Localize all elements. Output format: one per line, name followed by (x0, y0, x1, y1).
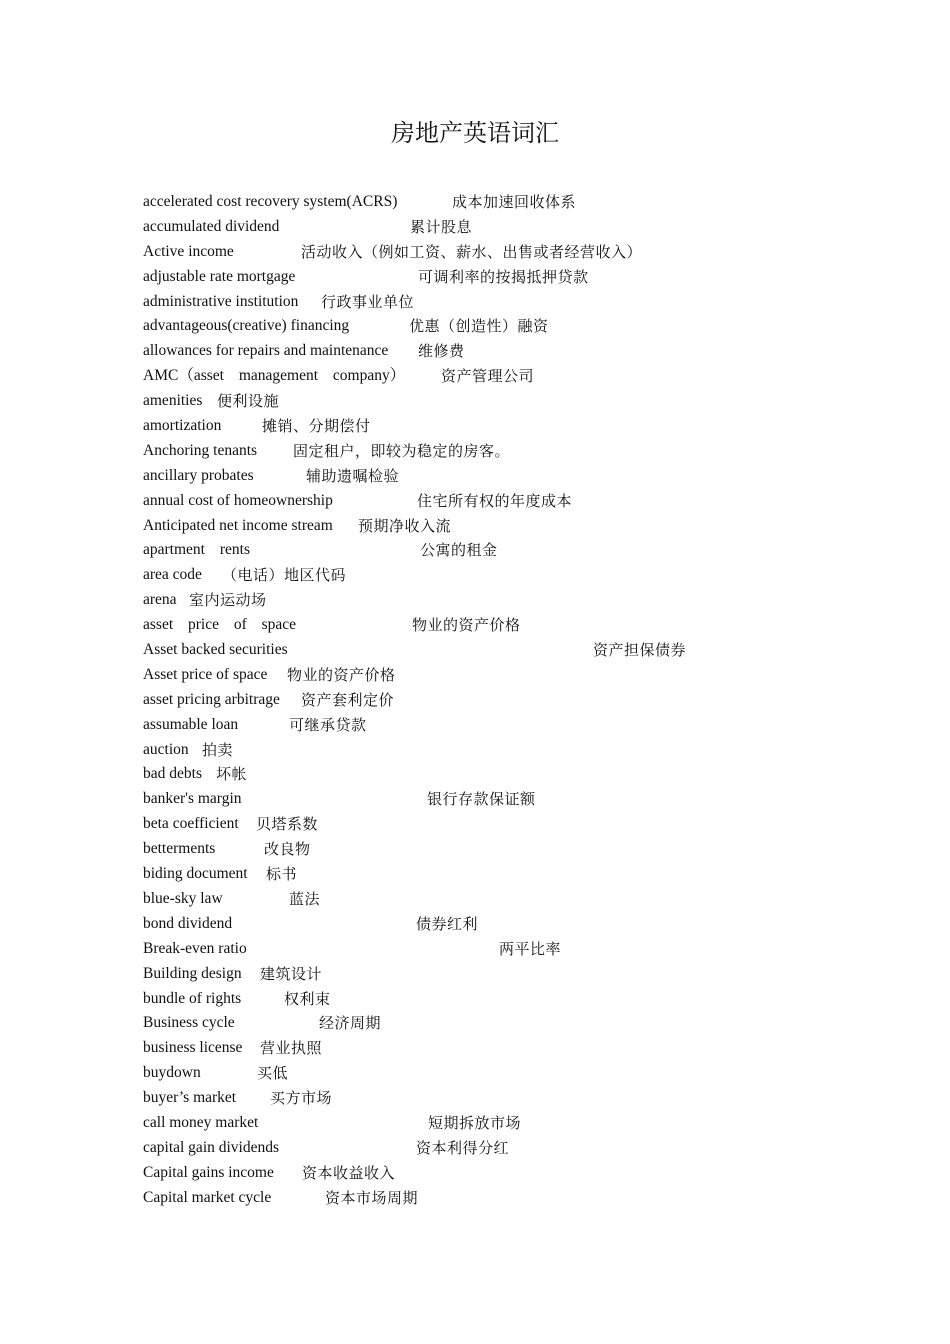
entry-term: bundle of rights (143, 989, 242, 1007)
glossary-entry (143, 1061, 863, 1086)
glossary-entry (143, 1036, 863, 1061)
entry-translation: 银行存款保证额 (427, 790, 536, 809)
glossary-entry (143, 215, 863, 240)
entry-term: blue-sky law (143, 889, 223, 907)
entry-term: amortization (143, 417, 222, 435)
glossary-entry (143, 563, 863, 588)
entry-translation: 资产担保债券 (593, 641, 687, 660)
glossary-entry (143, 713, 863, 738)
entry-term: Break-even ratio (143, 939, 247, 957)
entry-translation: 权利束 (284, 989, 331, 1008)
glossary-entry (143, 389, 863, 414)
entry-term: Anchoring tenants (143, 441, 258, 459)
entry-translation: 债券红利 (416, 914, 479, 933)
entry-term: bond dividend (143, 914, 233, 932)
entry-term: biding document (143, 865, 248, 883)
entry-term: betterments (143, 840, 216, 858)
entry-term: buydown (143, 1064, 201, 1082)
entry-translation: 物业的资产价格 (287, 665, 396, 684)
entry-translation: 资本利得分红 (416, 1138, 510, 1157)
glossary-entry (143, 414, 863, 439)
glossary-entry (143, 364, 863, 389)
glossary-entry (143, 190, 863, 215)
entry-translation: 买低 (257, 1064, 289, 1083)
glossary-entry (143, 837, 863, 862)
glossary-entry (143, 962, 863, 987)
entry-translation: 公寓的租金 (420, 541, 498, 560)
glossary-entry (143, 1111, 863, 1136)
glossary-entry (143, 489, 863, 514)
entry-translation: 优惠（创造性）融资 (409, 317, 549, 336)
glossary-entry (143, 787, 863, 812)
glossary-entry (143, 588, 863, 613)
glossary-entry (143, 738, 863, 763)
glossary-entry (143, 688, 863, 713)
page-title: 房地产英语词汇 (391, 119, 559, 147)
entry-term: arena (143, 591, 177, 609)
entry-translation: 买方市场 (270, 1089, 333, 1108)
glossary-entry (143, 987, 863, 1012)
entry-translation: 资产管理公司 (441, 367, 535, 386)
glossary-entry (143, 464, 863, 489)
entry-translation: 预期净收入流 (358, 516, 452, 535)
entry-translation: 坏帐 (216, 765, 248, 784)
entry-translation: 维修费 (418, 342, 465, 361)
entry-term: adjustable rate mortgage (143, 267, 296, 285)
glossary-entry (143, 439, 863, 464)
entry-term: auction (143, 740, 189, 758)
entry-term: business license (143, 1039, 243, 1057)
entry-translation: 累计股息 (410, 217, 473, 236)
glossary-entry (143, 1186, 863, 1211)
entry-term: administrative institution (143, 292, 299, 310)
entry-term: Capital gains income (143, 1163, 274, 1181)
glossary-entry (143, 912, 863, 937)
entry-term: accelerated cost recovery system(ACRS) (143, 193, 398, 210)
entry-term: apartment rents (143, 541, 250, 559)
entry-translation: 资产套利定价 (301, 690, 395, 709)
entry-term: Building design (143, 964, 242, 982)
entry-translation: 便利设施 (217, 392, 280, 411)
glossary-entry (143, 762, 863, 787)
entry-term: amenities (143, 392, 203, 410)
entry-term: assumable loan (143, 715, 239, 733)
entry-translation: 住宅所有权的年度成本 (417, 491, 573, 510)
entry-translation: 活动收入（例如工资、薪水、出售或者经营收入） (301, 242, 643, 261)
entry-translation: 拍卖 (202, 740, 234, 759)
entry-term: accumulated dividend (143, 217, 280, 235)
glossary-entry (143, 1011, 863, 1036)
entry-term: call money market (143, 1113, 259, 1131)
glossary-entry (143, 339, 863, 364)
entry-translation: 成本加速回收体系 (452, 193, 577, 211)
entry-term: asset price of space (143, 616, 297, 634)
entry-translation: 建筑设计 (260, 964, 323, 983)
entry-translation: 经济周期 (319, 1014, 382, 1033)
glossary-entry (143, 663, 863, 688)
entry-term: bad debts (143, 765, 202, 783)
entry-translation: 可调利率的按揭抵押贷款 (418, 267, 589, 286)
entry-term: AMC（asset management company） (143, 367, 406, 385)
entry-term: asset pricing arbitrage (143, 690, 280, 708)
entry-term: advantageous(creative) financing (143, 317, 350, 335)
entry-term: area code (143, 566, 202, 584)
glossary-entry (143, 290, 863, 315)
glossary-entry (143, 1161, 863, 1186)
entry-term: beta coefficient (143, 815, 239, 833)
glossary-entry (143, 937, 863, 962)
entry-term: Active income (143, 242, 234, 260)
glossary-entry (143, 812, 863, 837)
glossary-entry (143, 514, 863, 539)
glossary-entry (143, 613, 863, 638)
entry-translation: 可继承贷款 (289, 715, 367, 734)
entry-term: Anticipated net income stream (143, 516, 333, 534)
entry-translation: 营业执照 (260, 1039, 323, 1058)
glossary-entry (143, 265, 863, 290)
entry-translation: 短期拆放市场 (428, 1113, 522, 1132)
entry-term: annual cost of homeownership (143, 491, 333, 509)
entry-term: allowances for repairs and maintenance (143, 342, 389, 360)
glossary-entry (143, 1086, 863, 1111)
entry-translation: 固定租户，即较为稳定的房客。 (293, 441, 511, 460)
entry-term: Asset price of space (143, 665, 268, 683)
glossary-entry (143, 314, 863, 339)
glossary-list (143, 190, 863, 1211)
glossary-entry (143, 638, 863, 663)
entry-translation: 辅助遗嘱检验 (306, 466, 400, 485)
entry-translation: 资本收益收入 (302, 1163, 396, 1182)
glossary-entry (143, 240, 863, 265)
entry-translation: 室内运动场 (189, 591, 267, 610)
entry-translation: 改良物 (264, 840, 311, 859)
entry-translation: 资本市场周期 (325, 1188, 419, 1207)
entry-translation: 物业的资产价格 (412, 616, 521, 635)
entry-translation: 摊销、分期偿付 (262, 417, 371, 436)
entry-translation: （电话）地区代码 (222, 566, 347, 585)
entry-term: Business cycle (143, 1014, 235, 1032)
entry-term: ancillary probates (143, 466, 254, 484)
entry-translation: 标书 (266, 865, 298, 884)
entry-translation: 贝塔系数 (256, 815, 319, 834)
glossary-entry (143, 862, 863, 887)
entry-term: banker's margin (143, 790, 242, 808)
entry-term: buyer’s market (143, 1089, 237, 1107)
entry-translation: 蓝法 (289, 889, 321, 908)
entry-translation: 行政事业单位 (321, 292, 415, 311)
glossary-entry (143, 1136, 863, 1161)
entry-term: capital gain dividends (143, 1138, 280, 1156)
entry-term: Capital market cycle (143, 1188, 272, 1206)
entry-term: Asset backed securities (143, 641, 288, 659)
glossary-entry (143, 538, 863, 563)
entry-translation: 两平比率 (499, 939, 562, 958)
glossary-entry (143, 887, 863, 912)
